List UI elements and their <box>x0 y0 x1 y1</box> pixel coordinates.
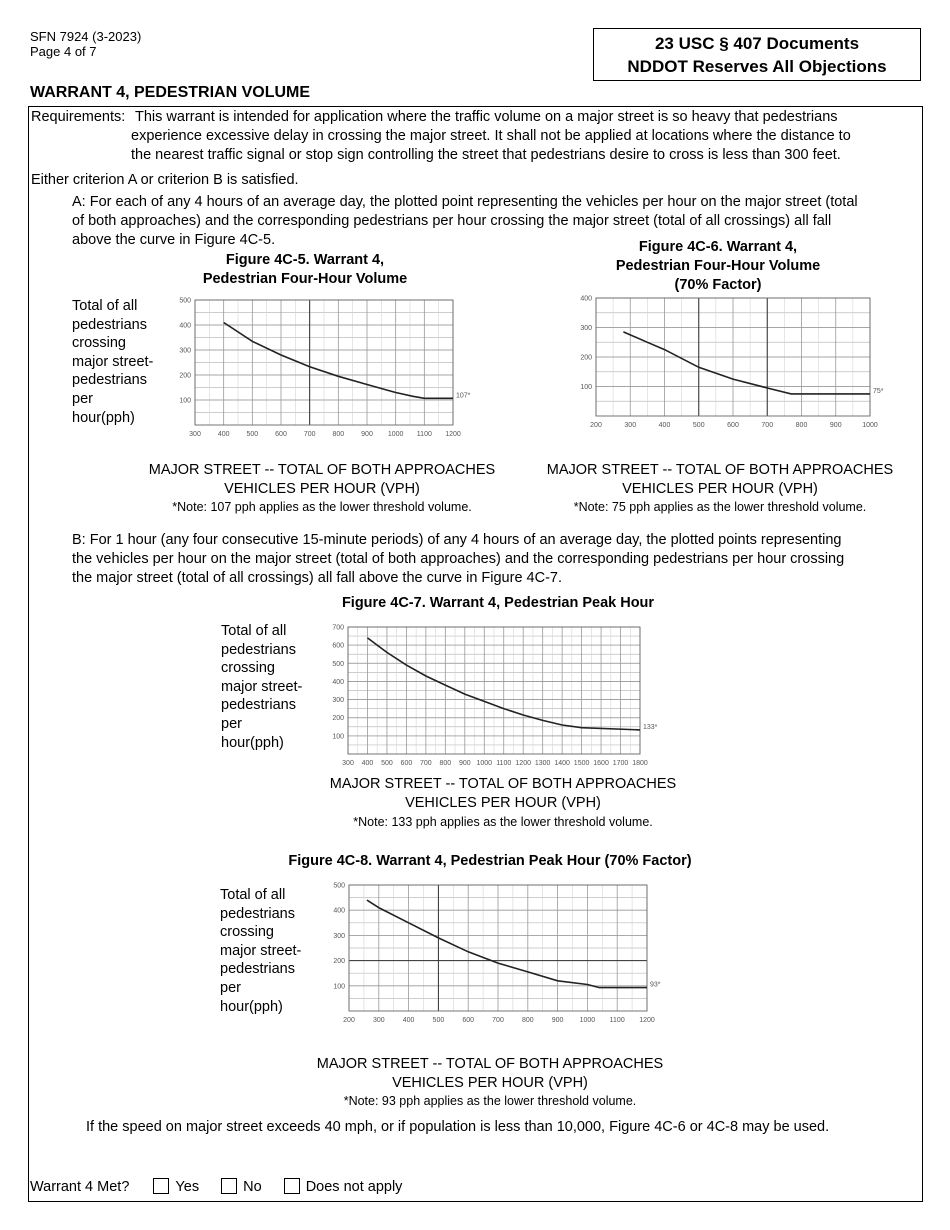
x-tick-label: 400 <box>217 431 230 438</box>
form-number: SFN 7924 (3-2023) <box>30 29 142 44</box>
y-tick-label: 200 <box>179 372 191 380</box>
xlabel-line-1: MAJOR STREET -- TOTAL OF BOTH APPROACHES <box>546 462 894 478</box>
x-tick-label: 400 <box>361 760 374 767</box>
threshold-label: 75* <box>873 387 884 395</box>
requirements-line-1: This warrant is intended for application where the traffic volume on a major street is so heavy that pedestrians <box>135 109 838 125</box>
xlabel-line-1: MAJOR STREET -- TOTAL OF BOTH APPROACHES <box>148 462 496 478</box>
x-tick-label: 700 <box>420 760 432 767</box>
x-tick-label: 1000 <box>476 760 493 767</box>
legal-line-1: 23 USC § 407 Documents <box>654 34 860 53</box>
x-tick-label: 1300 <box>534 760 551 767</box>
figure-4c8-title: Figure 4C-8. Warrant 4, Pedestrian Peak Hour (70% Factor) <box>288 853 692 869</box>
y-tick-label: 600 <box>332 642 344 650</box>
ylabel-line: pedestrians <box>220 961 295 978</box>
y-tick-label: 100 <box>580 384 592 391</box>
yes-checkbox[interactable] <box>153 1178 169 1194</box>
figure-4c5-note: *Note: 107 pph applies as the lower threshold volume. <box>172 500 472 514</box>
y-tick-label: 400 <box>333 907 345 915</box>
x-tick-label: 400 <box>402 1017 415 1024</box>
figure-4c8-xlabel <box>270 1055 710 1093</box>
x-tick-label: 1400 <box>554 760 570 767</box>
x-tick-label: 1800 <box>632 760 648 767</box>
x-tick-label: 600 <box>400 760 413 767</box>
y-tick-label: 300 <box>332 697 344 705</box>
figure-4c5-xlabel <box>122 461 522 499</box>
x-tick-label: 200 <box>590 422 602 429</box>
y-tick-label: 400 <box>332 678 344 686</box>
warrant-met-label: Warrant 4 Met? <box>30 1179 130 1195</box>
x-tick-label: 900 <box>458 760 471 767</box>
figure-4c7-ylabel <box>221 622 302 752</box>
x-tick-label: 1000 <box>579 1017 596 1024</box>
ylabel-line: hour(pph) <box>220 998 283 1015</box>
criterion-b-line-3: the major street (total of all crossings) all fall above the curve in Figure 4C-7. <box>72 570 562 586</box>
figure-4c8-note: *Note: 93 pph applies as the lower threshold volume. <box>343 1094 637 1108</box>
x-tick-label: 700 <box>761 422 774 429</box>
x-tick-label: 700 <box>492 1017 504 1024</box>
y-tick-label: 500 <box>333 882 345 890</box>
y-tick-label: 400 <box>580 295 592 303</box>
ylabel-line: pedestrians <box>221 641 296 658</box>
ylabel-line: per <box>221 715 242 732</box>
x-tick-label: 900 <box>361 431 373 438</box>
x-tick-label: 900 <box>829 422 842 429</box>
requirements-line-2: experience excessive delay in crossing the major street. It shall not be applied at locations where the distance to <box>131 128 851 144</box>
figure-4c7-title: Figure 4C-7. Warrant 4, Pedestrian Peak Hour <box>341 595 655 611</box>
ylabel-line: hour(pph) <box>221 734 284 751</box>
x-tick-label: 400 <box>658 422 671 429</box>
criterion-b-line-1: B: For 1 hour (any four consecutive 15-minute periods) of any 4 hours of an average day, the plotted points representing <box>72 532 842 548</box>
y-tick-label: 300 <box>580 325 592 332</box>
x-tick-label: 1200 <box>445 431 461 438</box>
threshold-label: 107* <box>456 392 471 400</box>
ylabel-line: crossing <box>221 660 275 677</box>
x-tick-label: 300 <box>624 422 637 429</box>
x-tick-label: 600 <box>462 1017 475 1024</box>
does-not-apply-option[interactable] <box>284 1179 403 1195</box>
x-tick-label: 800 <box>332 431 345 438</box>
y-tick-label: 100 <box>179 397 191 405</box>
x-tick-label: 1200 <box>639 1017 655 1024</box>
ylabel-line: pedestrians <box>72 316 147 333</box>
x-tick-label: 300 <box>372 1017 385 1024</box>
x-tick-label: 500 <box>432 1017 445 1024</box>
either-criterion-text: Either criterion A or criterion B is satisfied. <box>31 172 299 188</box>
x-tick-label: 1000 <box>387 431 404 438</box>
x-tick-label: 1100 <box>416 431 432 438</box>
figure-4c5-title-line-2: Pedestrian Four-Hour Volume <box>202 271 408 287</box>
criterion-a-line-1: A: For each of any 4 hours of an average day, the plotted point representing the vehicles per hour on the major street (total <box>72 194 858 210</box>
y-tick-label: 300 <box>179 347 191 355</box>
figure-4c6-title <box>578 238 858 295</box>
ylabel-line: hour(pph) <box>72 409 135 426</box>
form-id <box>30 29 141 59</box>
x-tick-label: 300 <box>342 760 354 767</box>
figure-4c6-xlabel <box>520 461 920 499</box>
ylabel-line: Total of all <box>72 298 138 314</box>
does-not-apply-label: Does not apply <box>305 1179 403 1195</box>
figure-4c5-ylabel <box>72 297 153 427</box>
legal-line-2: NDDOT Reserves All Objections <box>627 57 887 76</box>
xlabel-line-2: VEHICLES PER HOUR (VPH) <box>224 481 420 497</box>
y-tick-label: 700 <box>332 624 344 632</box>
x-tick-label: 800 <box>439 760 452 767</box>
x-tick-label: 500 <box>692 422 705 429</box>
ylabel-line: major street- <box>221 678 303 695</box>
legal-notice-box <box>593 28 921 81</box>
threshold-label: 93* <box>650 981 661 989</box>
figure-4c8-ylabel <box>220 886 301 1016</box>
does-not-apply-checkbox[interactable] <box>284 1178 300 1194</box>
y-tick-label: 200 <box>580 354 592 362</box>
page-number: Page 4 of 7 <box>30 44 97 59</box>
threshold-curve <box>623 332 870 394</box>
xlabel-line-2: VEHICLES PER HOUR (VPH) <box>392 1075 588 1091</box>
figure-4c6-title-line-2: Pedestrian Four-Hour Volume <box>615 258 821 274</box>
xlabel-line-1: MAJOR STREET -- TOTAL OF BOTH APPROACHES <box>329 776 677 792</box>
ylabel-line: major street- <box>220 942 302 959</box>
x-tick-label: 600 <box>275 431 287 438</box>
x-tick-label: 500 <box>381 760 393 767</box>
y-tick-label: 300 <box>333 932 345 940</box>
figure-4c6-note: *Note: 75 pph applies as the lower threshold volume. <box>573 500 867 514</box>
section-title: WARRANT 4, PEDESTRIAN VOLUME <box>30 84 311 101</box>
ylabel-line: crossing <box>72 335 126 352</box>
x-tick-label: 1600 <box>593 760 609 767</box>
figure-4c5-title-line-1: Figure 4C-5. Warrant 4, <box>225 252 385 268</box>
x-tick-label: 1700 <box>612 760 629 767</box>
y-tick-label: 400 <box>179 322 191 330</box>
ylabel-line: crossing <box>220 924 274 941</box>
ylabel-line: pedestrians <box>220 905 295 922</box>
xlabel-line-2: VEHICLES PER HOUR (VPH) <box>405 795 601 811</box>
requirements-line-3: the nearest traffic signal or stop sign controlling the street that pedestrians desire to cross is less than 300 feet. <box>131 147 841 163</box>
xlabel-line-1: MAJOR STREET -- TOTAL OF BOTH APPROACHES <box>316 1056 664 1072</box>
ylabel-line: Total of all <box>220 887 286 903</box>
figure-4c6-chart <box>572 290 892 432</box>
no-label: No <box>243 1179 262 1195</box>
ylabel-line: per <box>220 979 241 996</box>
figure-4c6-title-line-1: Figure 4C-6. Warrant 4, <box>638 239 798 255</box>
x-tick-label: 200 <box>343 1017 355 1024</box>
speed-population-note: If the speed on major street exceeds 40 mph, or if population is less than 10,000, Figure 4C-6 or 4C-8 may be used. <box>86 1119 830 1135</box>
x-tick-label: 500 <box>246 431 259 438</box>
warrant-met-row <box>30 1178 402 1195</box>
no-option[interactable] <box>221 1179 262 1195</box>
ylabel-line: pedestrians <box>221 697 296 714</box>
x-tick-label: 300 <box>189 431 201 438</box>
x-tick-label: 1100 <box>496 760 512 767</box>
threshold-label: 133* <box>643 723 658 731</box>
x-tick-label: 800 <box>795 422 808 429</box>
figure-4c8-chart <box>322 878 672 1032</box>
criterion-b-line-2: the vehicles per hour on the major street (total of both approaches) and the corresponding pedestrians per hour crossing <box>72 551 845 567</box>
x-tick-label: 1100 <box>609 1017 625 1024</box>
ylabel-line: major street- <box>72 353 154 370</box>
y-tick-label: 500 <box>179 297 191 305</box>
y-tick-label: 200 <box>332 715 344 723</box>
figure-4c7-note: *Note: 133 pph applies as the lower threshold volume. <box>353 815 653 829</box>
requirements-label: Requirements: <box>31 109 126 125</box>
x-tick-label: 800 <box>521 1017 534 1024</box>
no-checkbox[interactable] <box>221 1178 237 1194</box>
y-tick-label: 100 <box>332 733 344 741</box>
criterion-a-line-3: above the curve in Figure 4C-5. <box>72 232 276 248</box>
x-tick-label: 700 <box>303 431 316 438</box>
y-tick-label: 100 <box>333 983 345 991</box>
y-tick-label: 200 <box>333 958 345 966</box>
ylabel-line: Total of all <box>221 623 287 639</box>
x-tick-label: 1000 <box>862 422 878 429</box>
figure-4c5-chart <box>170 292 480 444</box>
ylabel-line: per <box>72 390 93 407</box>
x-tick-label: 1200 <box>515 760 531 767</box>
xlabel-line-2: VEHICLES PER HOUR (VPH) <box>622 481 818 497</box>
figure-4c7-xlabel <box>283 775 723 813</box>
criterion-a-line-2: of both approaches) and the corresponding pedestrians per hour crossing the major street (total of all crossings) all fall <box>72 213 832 229</box>
ylabel-line: pedestrians <box>72 372 147 389</box>
figure-4c5-title <box>165 251 445 289</box>
x-tick-label: 900 <box>551 1017 564 1024</box>
x-tick-label: 600 <box>727 422 739 429</box>
yes-option[interactable] <box>153 1179 199 1195</box>
yes-label: Yes <box>175 1179 200 1195</box>
figure-4c7-chart <box>320 620 670 770</box>
x-tick-label: 1500 <box>573 760 590 767</box>
y-tick-label: 500 <box>332 660 344 668</box>
figure-4c6-title-line-3: (70% Factor) <box>674 277 762 293</box>
